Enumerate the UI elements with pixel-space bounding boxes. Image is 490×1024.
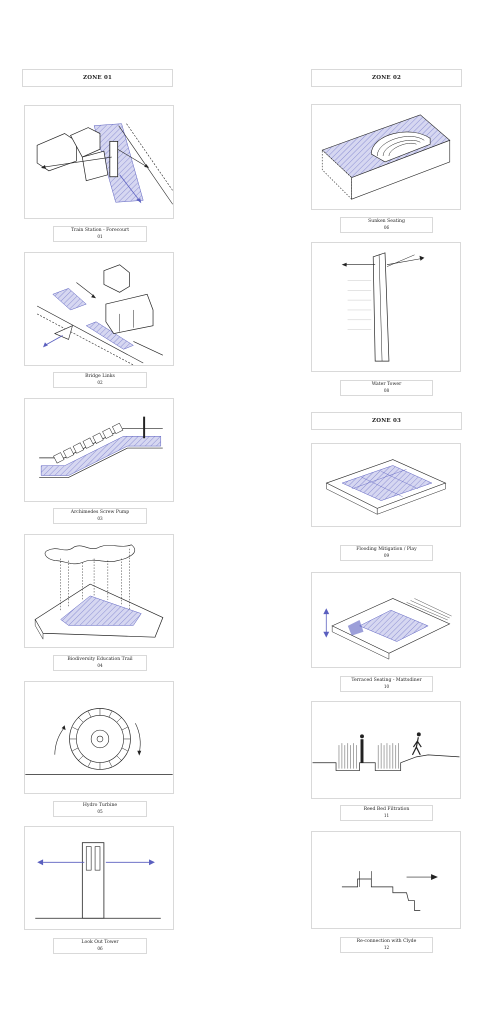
caption-11-number: 11 (383, 813, 390, 818)
caption-04-number: 04 (97, 663, 103, 668)
caption-03-number: 03 (97, 516, 103, 521)
diagram-flooding-mitigation (311, 443, 461, 527)
caption-02-title: Bridge Links (85, 374, 115, 379)
zone-01-header (22, 69, 173, 87)
caption-06-number: 06 (97, 946, 103, 951)
caption-04-title: Biodiversity Education Trail (67, 657, 133, 662)
diagram-reconnection-clyde (311, 831, 461, 929)
caption-05 (53, 801, 147, 817)
caption-06 (53, 938, 147, 954)
caption-02 (53, 372, 147, 388)
flooding-mitigation-drawing (312, 444, 460, 526)
caption-12-number: 12 (383, 945, 390, 950)
caption-10-title: Terraced Seating - Mattsdiner (351, 678, 422, 683)
caption-12-title: Re-connection with Clyde (356, 939, 417, 944)
caption-10-number: 10 (383, 684, 390, 689)
zone-03-label: ZONE 03 (372, 418, 401, 424)
look-out-tower-drawing (25, 827, 173, 929)
caption-05-number: 05 (97, 809, 103, 814)
caption-03 (53, 508, 147, 524)
hydro-turbine-drawing (25, 682, 173, 793)
water-tower-drawing (312, 243, 460, 371)
caption-03-title: Archimedes Screw Pump (70, 510, 130, 515)
diagram-hydro-turbine (24, 681, 174, 794)
caption-08-title: Water Tower (371, 382, 402, 387)
zone-02-label: ZONE 02 (372, 75, 401, 81)
caption-07 (340, 217, 433, 233)
diagram-bridge-links (24, 252, 174, 366)
caption-09 (340, 545, 433, 561)
zone-02-header (311, 69, 462, 87)
bridge-links-drawing (25, 253, 173, 365)
caption-01-title: Train Station - Forecourt (70, 228, 130, 233)
zone-01-label: ZONE 01 (83, 75, 112, 81)
caption-10 (340, 676, 433, 692)
caption-08-number: 08 (383, 388, 390, 393)
diagram-look-out-tower (24, 826, 174, 930)
diagram-water-tower (311, 242, 461, 372)
diagram-biodiversity-trail (24, 534, 174, 648)
caption-09-title: Flooding Mitigation / Play (356, 547, 417, 552)
reed-bed-drawing (312, 702, 460, 798)
caption-11-title: Reed Bed Filtration (363, 807, 410, 812)
diagram-reed-bed-filtration (311, 701, 461, 799)
reconnection-drawing (312, 832, 460, 928)
diagram-sunken-seating (311, 104, 461, 210)
sunken-seating-drawing (312, 105, 460, 209)
diagram-archimedes-screw-pump (24, 398, 174, 502)
biodiversity-drawing (25, 535, 173, 647)
caption-01 (53, 226, 147, 242)
diagram-terraced-seating (311, 572, 461, 668)
caption-07-title: Sunken Seating (368, 219, 405, 224)
archimedes-drawing (25, 399, 173, 501)
terraced-seating-drawing (312, 573, 460, 667)
diagram-train-station (24, 105, 174, 219)
caption-07-number: 06 (383, 225, 390, 230)
caption-08 (340, 380, 433, 396)
zone-03-header (311, 412, 462, 430)
caption-09-number: 09 (383, 553, 390, 558)
caption-11 (340, 805, 433, 821)
train-station-drawing (25, 106, 173, 218)
caption-02-number: 02 (97, 380, 103, 385)
caption-04 (53, 655, 147, 671)
caption-05-title: Hydro Turbine (82, 803, 118, 808)
caption-01-number: 01 (97, 234, 103, 239)
caption-12 (340, 937, 433, 953)
caption-06-title: Look Out Tower (81, 940, 119, 945)
